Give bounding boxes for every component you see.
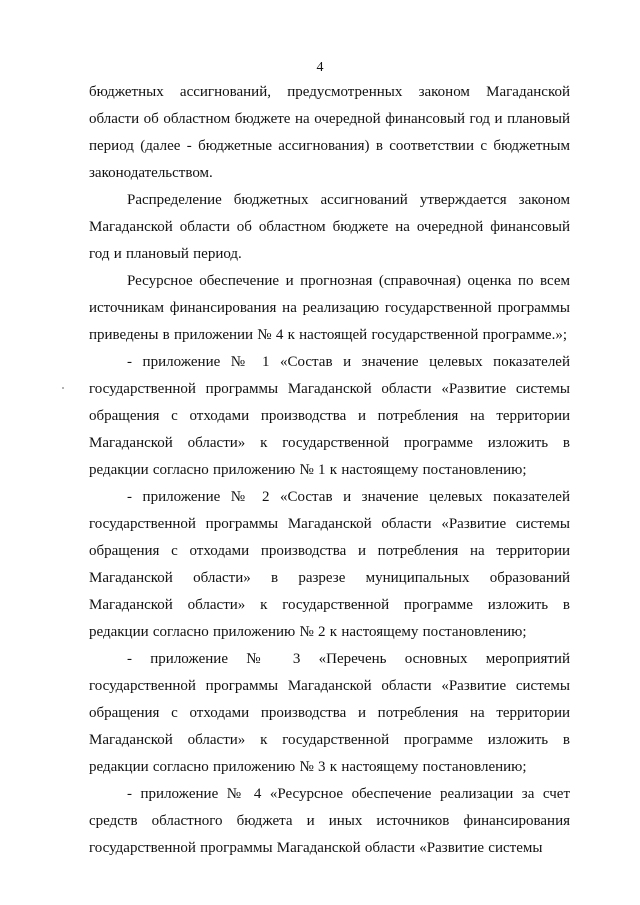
- document-body: [89, 79, 570, 862]
- scan-speck: [62, 387, 64, 389]
- paragraph-budget-distribution: Распределение бюджетных ассигнований утверждается законом Магаданской области об областном бюджете на очередной финансовый год и плановый период.: [89, 192, 570, 262]
- paragraph-appendix-1: - приложение № 1 «Состав и значение целевых показателей государственной программы Магаданской области «Развитие системы обращения с отходами производства и потребления на территории Магаданской области» к государственной программе изложить в редакции согласно приложению № 1 к настоящему постановлению;: [89, 354, 570, 478]
- paragraph-appendix-3: - приложение № 3 «Перечень основных мероприятий государственной программы Магаданской области «Развитие системы обращения с отходами производства и потребления на территории Магаданской области» к государственной программе изложить в редакции согласно приложению № 3 к настоящему постановлению;: [89, 651, 570, 775]
- paragraph-appendix-4: - приложение № 4 «Ресурсное обеспечение реализации за счет средств областного бюджета и иных источников финансирования государственной программы Магаданской области «Развитие системы: [89, 786, 570, 856]
- page-number: 4: [316, 60, 324, 75]
- paragraph-appendix-2: - приложение № 2 «Состав и значение целевых показателей государственной программы Магаданской области «Развитие системы обращения с отходами производства и потребления на территории Магаданской области» в разрезе муниципальных образований Магаданской области» к государственной программе изложить в редакции согласно приложению № 2 к настоящему постановлению;: [89, 489, 570, 640]
- paragraph-continuation: бюджетных ассигнований, предусмотренных законом Магаданской области об областном бюджете на очередной финансовый год и плановый период (далее - бюджетные ассигнования) в соответствии с бюджетным законодательством.: [89, 84, 570, 181]
- paragraph-resource-provision: Ресурсное обеспечение и прогнозная (справочная) оценка по всем источникам финансирования на реализацию государственной программы приведены в приложении № 4 к настоящей государственной программе.»;: [89, 273, 570, 343]
